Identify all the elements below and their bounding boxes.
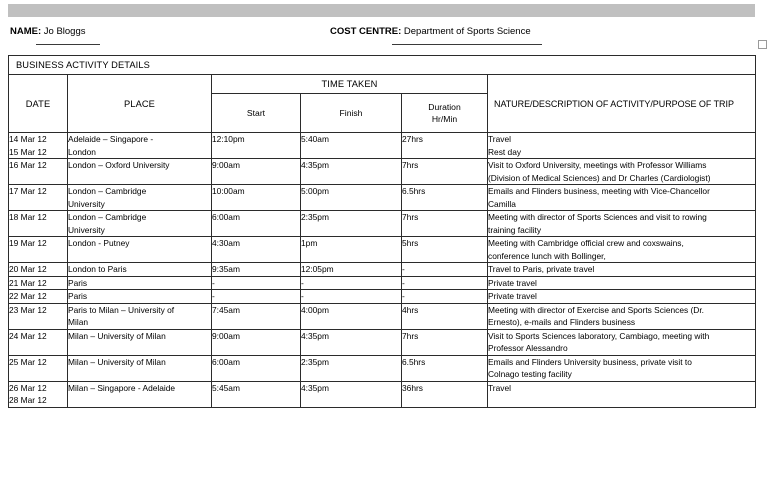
cell-date: [9, 159, 68, 185]
cell-date-line1: 16 Mar 12: [9, 160, 47, 170]
cell-nature: [488, 381, 756, 407]
table-row[interactable]: [9, 276, 756, 290]
cell-nature-line1: Travel: [488, 382, 511, 393]
cell-finish: [301, 159, 402, 185]
cell-finish: [301, 329, 402, 355]
col-header-start: Start: [212, 94, 301, 133]
cell-nature-line2: Professor Alessandro: [488, 343, 568, 353]
cell-place: [68, 290, 212, 304]
cell-place-line1: Paris to Milan – University of: [68, 304, 175, 315]
cell-start-line1: 6:00am: [212, 212, 240, 222]
cell-place-line2: University: [68, 224, 105, 235]
cell-duration-line1: 7hrs: [402, 160, 419, 170]
cell-duration-line1: 6.5hrs: [402, 186, 426, 196]
cell-finish: [301, 290, 402, 304]
cell-duration-line1: -: [402, 264, 405, 274]
cell-nature-line1: Travel: [488, 134, 511, 144]
name-value[interactable]: Jo Bloggs: [43, 26, 86, 37]
name-underline: [36, 44, 100, 45]
cell-date-line1: 26 Mar 12: [9, 382, 47, 393]
cell-duration: [402, 381, 488, 407]
cell-nature: [488, 211, 756, 237]
cell-finish-line1: 1pm: [301, 238, 318, 248]
cell-date-line1: 19 Mar 12: [9, 238, 47, 248]
cell-nature: [488, 185, 756, 211]
cell-start-line1: 10:00am: [212, 186, 245, 196]
col-header-duration-line1: Duration: [428, 102, 461, 112]
cell-start-line1: 9:00am: [212, 160, 240, 170]
cell-finish: [301, 276, 402, 290]
cell-start-line1: 5:45am: [212, 382, 240, 393]
cell-start: [212, 303, 301, 329]
cell-duration-line1: 27hrs: [402, 134, 423, 144]
cell-duration: [402, 303, 488, 329]
cell-date-line2: 15 Mar 12: [9, 146, 47, 157]
cell-place-line1: Paris: [68, 291, 88, 301]
cell-date: [9, 329, 68, 355]
col-header-duration: [402, 94, 488, 133]
cell-place-line1: London – Cambridge: [68, 212, 147, 222]
cell-place: [68, 133, 212, 159]
table-row[interactable]: [9, 263, 756, 277]
table-row[interactable]: [9, 211, 756, 237]
top-grey-band: [8, 4, 755, 17]
cell-place-line1: Paris: [68, 277, 88, 288]
cell-date: [9, 381, 68, 407]
table-row[interactable]: [9, 237, 756, 263]
cell-place: [68, 211, 212, 237]
cell-duration-line1: -: [402, 291, 405, 301]
business-activity-table: [8, 55, 756, 408]
cell-date: [9, 276, 68, 290]
cell-place-line2: University: [68, 198, 105, 209]
cell-place: [68, 159, 212, 185]
cell-start: [212, 159, 301, 185]
cell-duration: [402, 329, 488, 355]
cell-date: [9, 303, 68, 329]
cell-date-line1: 25 Mar 12: [9, 356, 47, 367]
table-row[interactable]: [9, 133, 756, 159]
cell-nature-line1: Meeting with Cambridge official crew and coxswains,: [488, 238, 684, 248]
header-row-main: [9, 75, 756, 94]
cell-place-line1: London - Putney: [68, 238, 130, 248]
cell-nature-line2: Colnago testing facility: [488, 369, 572, 379]
cell-finish: [301, 133, 402, 159]
cell-duration: [402, 237, 488, 263]
cell-date: [9, 185, 68, 211]
section-title: BUSINESS ACTIVITY DETAILS: [9, 56, 756, 75]
cell-start-line1: 6:00am: [212, 356, 240, 367]
cell-nature-line1: Private travel: [488, 291, 537, 301]
cell-finish: [301, 303, 402, 329]
cell-duration: [402, 290, 488, 304]
cell-finish-line1: 5:00pm: [301, 186, 329, 196]
cell-place-line1: Milan – Singapore - Adelaide: [68, 382, 176, 393]
cell-place-line2: London: [68, 146, 96, 157]
cell-date-line1: 20 Mar 12: [9, 264, 47, 274]
cell-duration: [402, 355, 488, 381]
cell-duration: [402, 133, 488, 159]
cell-date: [9, 355, 68, 381]
table-row[interactable]: [9, 290, 756, 304]
table-body: [9, 133, 756, 408]
cell-finish-line1: 5:40am: [301, 134, 329, 144]
cell-finish: [301, 381, 402, 407]
cell-duration-line1: 4hrs: [402, 304, 419, 315]
cell-duration-line1: 7hrs: [402, 330, 419, 341]
cell-start: [212, 237, 301, 263]
cell-date-line1: 22 Mar 12: [9, 291, 47, 301]
cell-nature: [488, 355, 756, 381]
cell-nature-line1: Emails and Flinders business, meeting with Vice-Chancellor: [488, 186, 710, 196]
cell-nature: [488, 276, 756, 290]
cost-centre-value[interactable]: Department of Sports Science: [403, 26, 531, 37]
cell-finish-line1: 2:35pm: [301, 356, 329, 367]
cell-place: [68, 237, 212, 263]
cell-duration: [402, 185, 488, 211]
cell-start-line1: -: [212, 277, 215, 288]
cell-date-line1: 17 Mar 12: [9, 186, 47, 196]
cell-nature-line1: Private travel: [488, 277, 537, 288]
cell-duration-line1: -: [402, 277, 405, 288]
cell-date-line1: 14 Mar 12: [9, 134, 47, 144]
cell-nature-line2: Camilla: [488, 198, 516, 209]
cell-nature-line1: Emails and Flinders University business, private visit to: [488, 356, 692, 367]
cell-finish-line1: 2:35pm: [301, 212, 329, 222]
cell-date-line1: 24 Mar 12: [9, 330, 47, 341]
name-field: [10, 26, 86, 38]
cell-start-line1: 12:10pm: [212, 134, 245, 144]
cell-finish: [301, 211, 402, 237]
cell-date: [9, 237, 68, 263]
cell-finish-line1: -: [301, 277, 304, 288]
cell-nature-line2: (Division of Medical Sciences) and Dr Charles (Cardiologist): [488, 172, 711, 183]
cell-nature-line2: Ernesto), e-mails and Flinders business: [488, 317, 636, 327]
cell-finish: [301, 263, 402, 277]
col-header-time-taken: TIME TAKEN: [212, 75, 488, 94]
cell-nature: [488, 290, 756, 304]
cell-place: [68, 276, 212, 290]
col-header-place: PLACE: [68, 75, 212, 133]
cell-finish-line1: -: [301, 291, 304, 301]
cell-date: [9, 211, 68, 237]
cell-nature-line2: training facility: [488, 224, 542, 235]
cell-duration: [402, 211, 488, 237]
cell-place: [68, 185, 212, 211]
cell-place-line1: London – Cambridge: [68, 186, 147, 196]
cost-centre-underline: [392, 44, 542, 45]
cell-nature: [488, 133, 756, 159]
cell-nature-line2: Rest day: [488, 146, 522, 157]
cell-duration-line1: 6.5hrs: [402, 356, 426, 367]
cell-date: [9, 133, 68, 159]
cell-place: [68, 329, 212, 355]
cell-nature: [488, 159, 756, 185]
cell-place: [68, 381, 212, 407]
cell-nature-line1: Travel to Paris, private travel: [488, 264, 595, 274]
cell-place: [68, 355, 212, 381]
cell-place: [68, 263, 212, 277]
cell-start: [212, 133, 301, 159]
cell-start-line1: 4:30am: [212, 238, 240, 248]
cell-nature-line1: Visit to Oxford University, meetings with Professor Williams: [488, 160, 707, 170]
cell-place-line2: Milan: [68, 317, 89, 327]
cell-date-line1: 21 Mar 12: [9, 277, 47, 288]
cost-centre-field: [330, 26, 531, 38]
cell-place-line1: Milan – University of Milan: [68, 356, 166, 367]
cell-start: [212, 276, 301, 290]
cell-duration-line1: 36hrs: [402, 382, 423, 393]
cell-duration: [402, 263, 488, 277]
cell-nature: [488, 303, 756, 329]
cell-finish: [301, 185, 402, 211]
cell-finish: [301, 237, 402, 263]
cell-place-line1: London – Oxford University: [68, 160, 170, 170]
cell-nature: [488, 237, 756, 263]
cell-nature: [488, 263, 756, 277]
cell-place-line1: Adelaide – Singapore -: [68, 134, 154, 144]
cell-finish: [301, 355, 402, 381]
cell-start: [212, 290, 301, 304]
section-title-row: [9, 56, 756, 75]
cell-duration: [402, 276, 488, 290]
cell-duration-line1: 5hrs: [402, 238, 419, 248]
cell-start: [212, 211, 301, 237]
checkbox-icon[interactable]: [758, 40, 767, 49]
cell-date: [9, 263, 68, 277]
table-row[interactable]: [9, 159, 756, 185]
cell-date-line1: 18 Mar 12: [9, 212, 47, 222]
cell-finish-line1: 4:35pm: [301, 160, 329, 170]
cell-nature-line2: conference lunch with Bollinger,: [488, 250, 606, 261]
cell-start: [212, 329, 301, 355]
cell-place-line1: London to Paris: [68, 264, 127, 274]
cell-nature-line1: Meeting with director of Exercise and Sports Sciences (Dr.: [488, 304, 704, 315]
cell-finish-line1: 12:05pm: [301, 264, 334, 274]
cell-finish-line1: 4:00pm: [301, 304, 329, 315]
cell-date-line2: 28 Mar 12: [9, 395, 47, 405]
cell-start: [212, 263, 301, 277]
table-row[interactable]: [9, 303, 756, 329]
cell-finish-line1: 4:35pm: [301, 382, 329, 393]
cell-start-line1: 9:00am: [212, 330, 240, 341]
cell-finish-line1: 4:35pm: [301, 330, 329, 341]
table-row[interactable]: [9, 355, 756, 381]
cell-nature-line1: Meeting with director of Sports Sciences and visit to rowing: [488, 212, 707, 222]
header-fields: [0, 22, 768, 52]
name-label: NAME:: [10, 26, 42, 37]
table-row[interactable]: [9, 185, 756, 211]
table-row[interactable]: [9, 329, 756, 355]
cell-nature-line1: Visit to Sports Sciences laboratory, Cambiago, meeting with: [488, 330, 710, 341]
col-header-duration-line2: Hr/Min: [431, 114, 458, 124]
cell-date-line1: 23 Mar 12: [9, 304, 47, 315]
cost-centre-label: COST CENTRE:: [330, 26, 402, 37]
cell-start-line1: -: [212, 291, 215, 301]
col-header-nature: NATURE/DESCRIPTION OF ACTIVITY/PURPOSE OF TRIP: [488, 75, 756, 133]
cell-start: [212, 381, 301, 407]
col-header-finish: Finish: [301, 94, 402, 133]
col-header-date: DATE: [9, 75, 68, 133]
cell-place: [68, 303, 212, 329]
cell-date: [9, 290, 68, 304]
cell-start-line1: 7:45am: [212, 304, 240, 315]
cell-start-line1: 9:35am: [212, 264, 240, 274]
table-row[interactable]: [9, 381, 756, 407]
cell-duration: [402, 159, 488, 185]
cell-place-line1: Milan – University of Milan: [68, 330, 166, 341]
cell-start: [212, 185, 301, 211]
cell-duration-line1: 7hrs: [402, 212, 419, 222]
cell-start: [212, 355, 301, 381]
cell-nature: [488, 329, 756, 355]
